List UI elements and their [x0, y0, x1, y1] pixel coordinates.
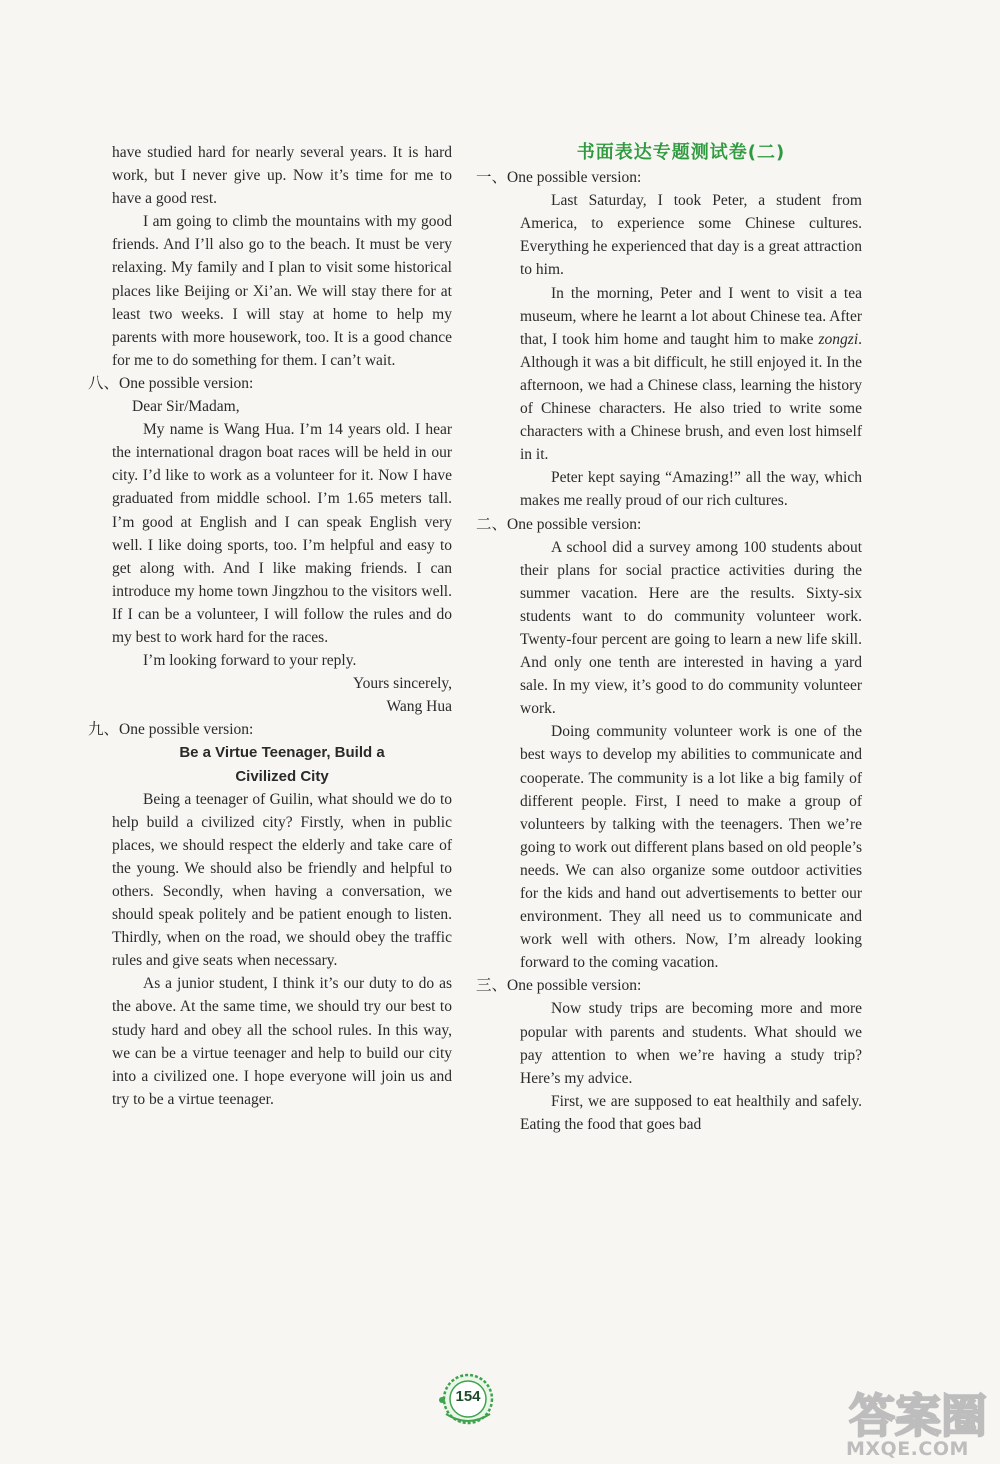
- paragraph: First, we are supposed to eat healthily and safely. Eating the food that goes bad: [520, 1092, 862, 1133]
- section-label: 二、One possible version:: [476, 515, 642, 533]
- paragraph-text: . Although it was a bit difficult, he still enjoyed it. In the afternoon, we had a Chinese class, learning the history of Chinese characters. He also tried to write some characters with a Chinese brush, and even lost himself in it.: [520, 330, 862, 464]
- paragraph: Now study trips are becoming more and more popular with parents and students. What should we pay attention to when we’re having a study trip? Here’s my advice.: [520, 1000, 862, 1087]
- paragraph: As a junior student, I think it’s our duty to do as the above. At the same time, we should try our best to study hard and obey all the school rules. In this way, we can be a virtue teenager and help to build our city into a civilized one. I hope everyone will join us and try to be a virtue teenager.: [112, 975, 452, 1108]
- paragraph-text: In the morning, Peter and I went to visit a tea museum, where he learnt a lot about Chinese tea. After that, I took him home and taught him to make: [520, 284, 862, 348]
- paragraph: have studied hard for nearly several years. It is hard work, but I never give up. Now it’s time for me to have a good rest.: [112, 144, 452, 208]
- paragraph: I am going to climb the mountains with my good friends. And I’ll also go to the beach. It must be very relaxing. My family and I plan to visit some historical places like Beijing or Xi’an. We will stay there for at least two weeks. I will stay at home to help my parents with more housework, too. It is a good chance for me to do something for them. I can’t wait.: [112, 213, 452, 369]
- italic-word: zongzi: [818, 330, 859, 348]
- paragraph: [500, 282, 862, 467]
- watermark-logo-text: 答案圈: [849, 1389, 987, 1443]
- letter-signature: Wang Hua: [386, 698, 452, 716]
- letter-closing: Yours sincerely,: [352, 675, 452, 693]
- essay-title-line-2: Civilized City: [235, 767, 329, 785]
- watermark-url: MXQE.COM: [846, 1438, 969, 1460]
- right-column: [476, 141, 862, 1136]
- page-number: 154: [455, 1388, 481, 1405]
- paragraph: A school did a survey among 100 students about their plans for social practice activities during the summer vacation. Here are the results. Sixty-six students want to do community volunteer work. Twenty-four percent are going to learn a new life skill. And only one tenth are interested in having a yard sale. In my view, it’s good to do community volunteer work.: [520, 538, 862, 718]
- section-title: 书面表达专题测试卷(二): [576, 142, 786, 163]
- paragraph: Last Saturday, I took Peter, a student from America, to experience some Chinese cultures. Everything he experienced that day is a great attraction to him.: [520, 192, 862, 279]
- paragraph: Doing community volunteer work is one of the best ways to develop my abilities to communicate and cooperate. The community is a lot like a big family of different people. First, I need to make a group of volunteers by talking with the teenagers. Then we’re going to work out different plans based on old people’s needs. We can also organize some outdoor activities for the kids and hand out advertisements to better our environment. They all need us to communicate and work well with others. Now, I’m already looking forward to the coming vacation.: [520, 723, 862, 972]
- left-column: [88, 141, 452, 1111]
- page-number-badge: [436, 1370, 500, 1428]
- paragraph: Being a teenager of Guilin, what should we do to help build a civilized city? Firstly, when in public places, we should respect the elderly and take care of the young. We should also be friendly and helpful to others. Secondly, when having a conversation, we should speak politely and be patient enough to listen. Thirdly, when on the road, we should obey the traffic rules and give seats when necessary.: [112, 790, 452, 970]
- letter-salutation: Dear Sir/Madam,: [132, 398, 240, 416]
- section-label: 九、One possible version:: [88, 721, 254, 739]
- paragraph: I’m looking forward to your reply.: [143, 652, 357, 670]
- essay-title-line-1: Be a Virtue Teenager, Build a: [179, 744, 385, 762]
- section-label: 三、One possible version:: [476, 977, 642, 995]
- section-label: 一、One possible version:: [476, 169, 642, 187]
- paragraph: Peter kept saying “Amazing!” all the way, which makes me really proud of our rich cultures.: [520, 469, 862, 510]
- section-label: 八、One possible version:: [88, 374, 254, 392]
- paragraph: My name is Wang Hua. I’m 14 years old. I hear the international dragon boat races will be held in our city. I’d like to work as a volunteer for it. Now I have graduated from middle school. I’m 1.65 meters tall. I’m good at English and I can speak English very well. I like doing sports, too. I’m helpful and easy to get along with. And I like making friends. I can introduce my home town Jingzhou to the visitors well. If I can be a volunteer, I will follow the rules and do my best to work hard for the races.: [112, 421, 452, 646]
